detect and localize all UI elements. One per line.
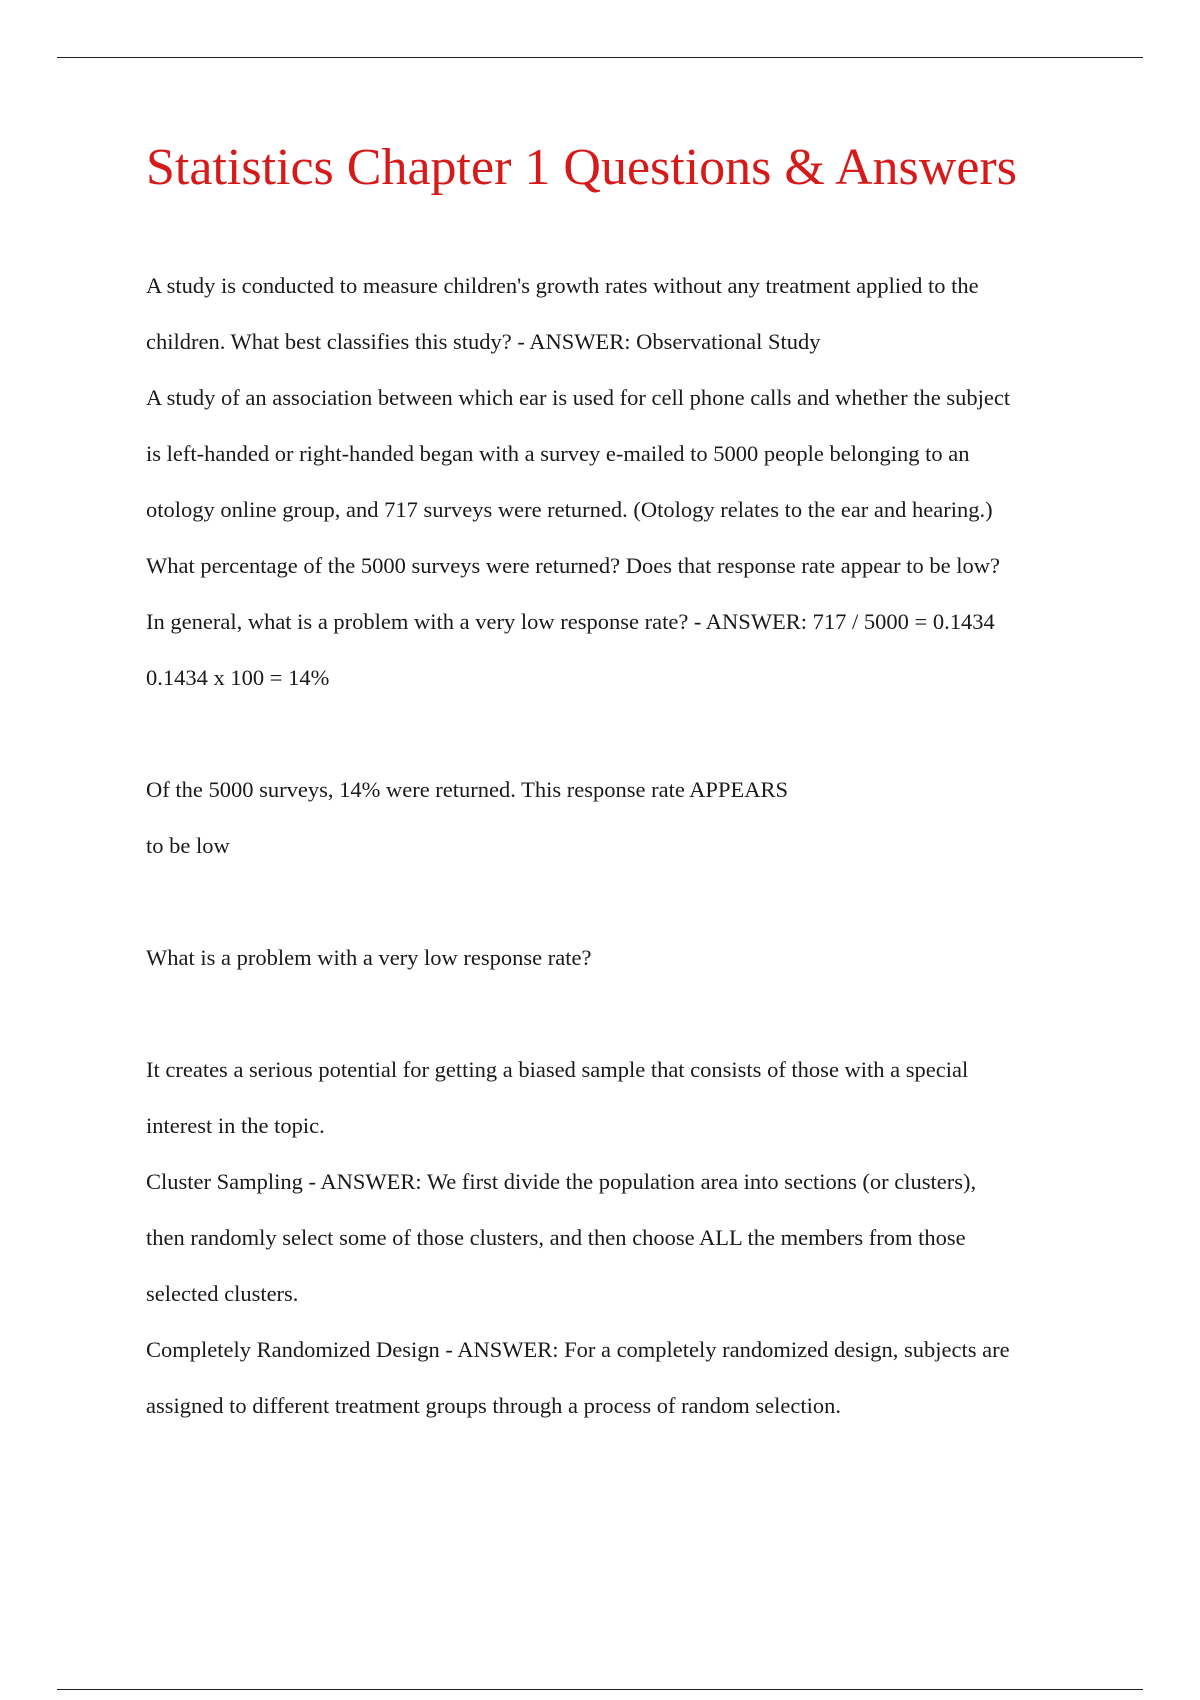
text-line: children. What best classifies this study? - ANSWER: Observational Study	[146, 329, 821, 354]
text-line: In general, what is a problem with a very low response rate? - ANSWER: 717 / 5000 = 0.1434	[146, 609, 995, 634]
text-line: What percentage of the 5000 surveys were returned? Does that response rate appear to be low?	[146, 553, 1001, 578]
blank-line	[146, 874, 1106, 930]
text-line: Completely Randomized Design - ANSWER: For a completely randomized design, subjects are	[146, 1337, 1010, 1362]
text-line: What is a problem with a very low response rate?	[146, 945, 592, 970]
text-line: assigned to different treatment groups through a process of random selection.	[146, 1393, 842, 1418]
top-rule	[57, 57, 1143, 58]
text-line: Of the 5000 surveys, 14% were returned. This response rate APPEARS	[146, 777, 788, 802]
text-line: then randomly select some of those clusters, and then choose ALL the members from those	[146, 1225, 966, 1250]
text-line: It creates a serious potential for getting a biased sample that consists of those with a special	[146, 1057, 969, 1082]
text-line: interest in the topic.	[146, 1113, 325, 1138]
text-line: A study of an association between which ear is used for cell phone calls and whether the subject	[146, 385, 1011, 410]
text-line: 0.1434 x 100 = 14%	[146, 665, 330, 690]
bottom-rule	[57, 1689, 1143, 1690]
text-line: A study is conducted to measure children's growth rates without any treatment applied to the	[146, 273, 979, 298]
blank-line	[146, 986, 1106, 1042]
text-line: selected clusters.	[146, 1281, 299, 1306]
page-title: Statistics Chapter 1 Questions & Answers	[146, 139, 1017, 196]
text-line: otology online group, and 717 surveys were returned. (Otology relates to the ear and hearing.)	[146, 497, 993, 522]
blank-line	[146, 706, 1106, 762]
text-line: is left-handed or right-handed began with a survey e-mailed to 5000 people belonging to an	[146, 441, 970, 466]
text-line: to be low	[146, 833, 230, 858]
text-line: Cluster Sampling - ANSWER: We first divide the population area into sections (or clusters),	[146, 1169, 977, 1194]
document-body	[146, 258, 1106, 1434]
